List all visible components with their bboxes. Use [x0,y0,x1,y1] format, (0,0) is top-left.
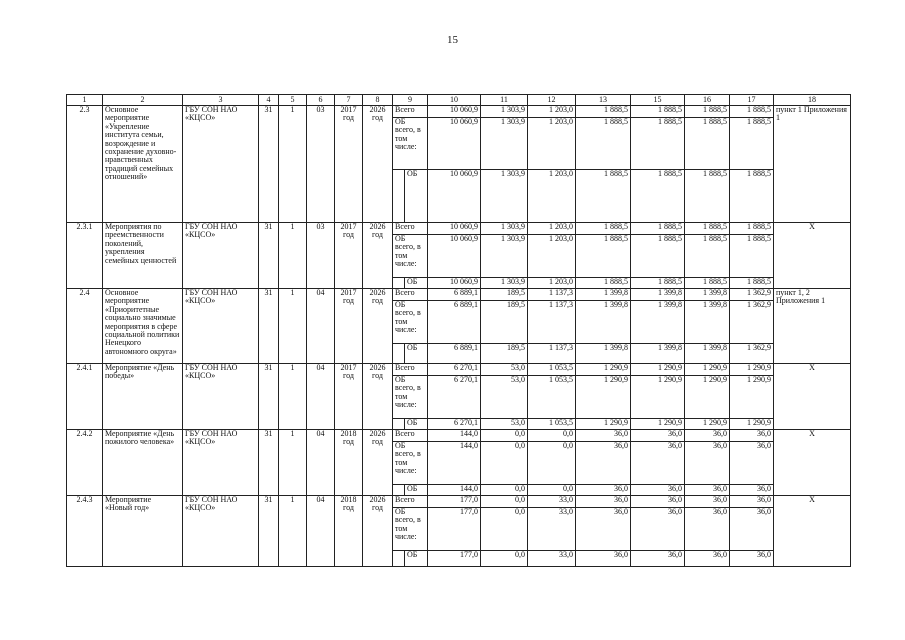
header-cell: 15 [631,95,685,106]
measure-name: Основное мероприятие «Укрепление института семьи, возрождение и сохранение духовно-нравственных традиций семейных отношений» [103,106,183,223]
value-cell: 1 888,5 [631,106,685,118]
value-cell: 10 060,9 [428,118,481,170]
value-cell: 189,5 [481,344,528,364]
measure-name: Мероприятие «День пожилого человека» [103,430,183,496]
code-col6: 04 [307,430,335,496]
value-cell: 6 270,1 [428,364,481,376]
value-cell: 36,0 [576,551,631,567]
funding-label: ОБ всего, в том числе: [393,301,428,344]
executor: ГБУ СОН НАО «КЦСО» [183,496,259,567]
value-cell: 1 303,9 [481,170,528,223]
header-cell: 8 [363,95,393,106]
code-col4: 31 [259,364,279,430]
value-cell: 36,0 [730,508,774,551]
row-number: 2.4.2 [67,430,103,496]
note: пункт 1, 2 Приложения 1 [774,289,851,364]
value-cell: 6 889,1 [428,289,481,301]
value-cell: 144,0 [428,442,481,485]
value-cell: 1 888,5 [685,106,730,118]
header-cell: 13 [576,95,631,106]
funding-label: Всего [393,430,428,442]
value-cell: 189,5 [481,289,528,301]
value-cell: 1 137,3 [528,289,576,301]
value-cell: 1 362,9 [730,344,774,364]
funding-label: ОБ всего, в том числе: [393,118,428,170]
funding-label: Всего [393,223,428,235]
value-cell: 1 290,9 [576,419,631,430]
header-cell: 10 [428,95,481,106]
header-cell: 4 [259,95,279,106]
value-cell: 36,0 [631,508,685,551]
value-cell: 1 399,8 [576,344,631,364]
row-number: 2.4.1 [67,364,103,430]
value-cell: 1 888,5 [685,170,730,223]
end-year: 2026 год [363,223,393,289]
code-col5: 1 [279,496,307,567]
value-cell: 0,0 [528,485,576,496]
value-cell: 1 888,5 [730,118,774,170]
table-row [67,289,851,301]
value-cell: 0,0 [481,430,528,442]
code-col6: 04 [307,364,335,430]
funding-spacer [393,419,405,430]
funding-spacer [393,344,405,364]
value-cell: 1 203,0 [528,118,576,170]
value-cell: 1 399,8 [576,289,631,301]
header-cell: 11 [481,95,528,106]
value-cell: 36,0 [730,430,774,442]
value-cell: 1 290,9 [730,364,774,376]
value-cell: 144,0 [428,430,481,442]
end-year: 2026 год [363,106,393,223]
value-cell: 0,0 [481,442,528,485]
funding-spacer [393,485,405,496]
value-cell: 1 290,9 [576,364,631,376]
value-cell: 1 303,9 [481,106,528,118]
value-cell: 36,0 [685,430,730,442]
measure-name: Мероприятия по преемственности поколений, укрепления семейных ценностей [103,223,183,289]
value-cell: 36,0 [576,496,631,508]
funding-label: ОБ [405,485,428,496]
value-cell: 0,0 [528,442,576,485]
funding-label: ОБ всего, в том числе: [393,376,428,419]
value-cell: 1 888,5 [685,235,730,278]
value-cell: 1 203,0 [528,170,576,223]
code-col6: 04 [307,496,335,567]
value-cell: 6 889,1 [428,344,481,364]
value-cell: 1 888,5 [576,170,631,223]
value-cell: 36,0 [730,551,774,567]
executor: ГБУ СОН НАО «КЦСО» [183,430,259,496]
table-row [67,106,851,118]
value-cell: 1 399,8 [685,301,730,344]
value-cell: 36,0 [685,551,730,567]
value-cell: 1 888,5 [576,223,631,235]
end-year: 2026 год [363,364,393,430]
value-cell: 0,0 [481,496,528,508]
value-cell: 1 399,8 [631,301,685,344]
code-col5: 1 [279,289,307,364]
funding-spacer [393,278,405,289]
value-cell: 1 888,5 [730,106,774,118]
header-cell: 17 [730,95,774,106]
value-cell: 189,5 [481,301,528,344]
page-number: 15 [447,34,458,46]
budget-table [66,94,851,567]
value-cell: 36,0 [631,485,685,496]
value-cell: 177,0 [428,496,481,508]
value-cell: 36,0 [730,442,774,485]
note: Х [774,430,851,496]
header-cell: 3 [183,95,259,106]
executor: ГБУ СОН НАО «КЦСО» [183,106,259,223]
value-cell: 36,0 [576,430,631,442]
funding-label: ОБ всего, в том числе: [393,442,428,485]
value-cell: 33,0 [528,551,576,567]
funding-label: Всего [393,106,428,118]
measure-name: Мероприятие «Новый год» [103,496,183,567]
code-col4: 31 [259,106,279,223]
value-cell: 10 060,9 [428,106,481,118]
funding-spacer [393,551,405,567]
value-cell: 36,0 [685,442,730,485]
value-cell: 36,0 [685,508,730,551]
value-cell: 36,0 [730,496,774,508]
funding-label: Всего [393,496,428,508]
value-cell: 177,0 [428,551,481,567]
value-cell: 1 888,5 [576,278,631,289]
end-year: 2026 год [363,430,393,496]
value-cell: 1 203,0 [528,278,576,289]
measure-name: Основное мероприятие «Приоритетные социально значимые мероприятия в сфере социальной политики Ненецкого автономного округа» [103,289,183,364]
funding-label: ОБ [405,344,428,364]
note: Х [774,223,851,289]
header-cell: 16 [685,95,730,106]
value-cell: 1 399,8 [576,301,631,344]
value-cell: 1 303,9 [481,278,528,289]
funding-label: ОБ [405,170,428,223]
value-cell: 6 270,1 [428,376,481,419]
value-cell: 36,0 [631,442,685,485]
value-cell: 10 060,9 [428,278,481,289]
funding-label: ОБ [405,419,428,430]
value-cell: 144,0 [428,485,481,496]
row-number: 2.4.3 [67,496,103,567]
value-cell: 1 290,9 [685,364,730,376]
table-row [67,364,851,376]
code-col5: 1 [279,106,307,223]
header-cell: 6 [307,95,335,106]
value-cell: 1 290,9 [730,376,774,419]
start-year: 2017 год [335,223,363,289]
code-col6: 03 [307,106,335,223]
start-year: 2017 год [335,289,363,364]
table-row [67,223,851,235]
code-col4: 31 [259,223,279,289]
value-cell: 10 060,9 [428,170,481,223]
value-cell: 1 399,8 [631,289,685,301]
funding-label: ОБ всего, в том числе: [393,235,428,278]
value-cell: 1 203,0 [528,235,576,278]
funding-label: ОБ всего, в том числе: [393,508,428,551]
value-cell: 177,0 [428,508,481,551]
value-cell: 1 303,9 [481,223,528,235]
value-cell: 1 888,5 [631,223,685,235]
value-cell: 1 290,9 [730,419,774,430]
value-cell: 1 888,5 [685,118,730,170]
value-cell: 1 399,8 [685,289,730,301]
start-year: 2017 год [335,106,363,223]
value-cell: 10 060,9 [428,235,481,278]
row-number: 2.3 [67,106,103,223]
value-cell: 1 053,5 [528,419,576,430]
header-cell: 9 [393,95,428,106]
end-year: 2026 год [363,496,393,567]
funding-spacer [393,170,405,223]
row-number: 2.3.1 [67,223,103,289]
value-cell: 36,0 [631,551,685,567]
value-cell: 36,0 [631,496,685,508]
row-number: 2.4 [67,289,103,364]
value-cell: 53,0 [481,376,528,419]
value-cell: 1 888,5 [576,106,631,118]
start-year: 2018 год [335,430,363,496]
measure-name: Мероприятие «День победы» [103,364,183,430]
code-col6: 04 [307,289,335,364]
value-cell: 1 888,5 [576,118,631,170]
value-cell: 6 270,1 [428,419,481,430]
value-cell: 1 888,5 [730,278,774,289]
value-cell: 1 290,9 [631,376,685,419]
value-cell: 1 137,3 [528,301,576,344]
value-cell: 1 303,9 [481,118,528,170]
note: пункт 1 Приложения 1 [774,106,851,223]
value-cell: 1 888,5 [730,170,774,223]
value-cell: 36,0 [730,485,774,496]
value-cell: 1 888,5 [631,170,685,223]
value-cell: 1 399,8 [685,344,730,364]
code-col4: 31 [259,430,279,496]
value-cell: 1 888,5 [576,235,631,278]
value-cell: 53,0 [481,364,528,376]
note: Х [774,496,851,567]
value-cell: 0,0 [481,485,528,496]
note: Х [774,364,851,430]
value-cell: 10 060,9 [428,223,481,235]
executor: ГБУ СОН НАО «КЦСО» [183,364,259,430]
value-cell: 53,0 [481,419,528,430]
executor: ГБУ СОН НАО «КЦСО» [183,289,259,364]
value-cell: 36,0 [685,485,730,496]
funding-label: ОБ [405,551,428,567]
value-cell: 0,0 [481,551,528,567]
value-cell: 1 888,5 [631,235,685,278]
funding-label: ОБ [405,278,428,289]
value-cell: 1 362,9 [730,289,774,301]
value-cell: 1 888,5 [730,235,774,278]
value-cell: 1 888,5 [631,278,685,289]
header-cell: 2 [103,95,183,106]
value-cell: 1 290,9 [576,376,631,419]
executor: ГБУ СОН НАО «КЦСО» [183,223,259,289]
value-cell: 1 888,5 [631,118,685,170]
code-col5: 1 [279,223,307,289]
funding-label: Всего [393,289,428,301]
start-year: 2017 год [335,364,363,430]
end-year: 2026 год [363,289,393,364]
code-col5: 1 [279,364,307,430]
value-cell: 36,0 [576,508,631,551]
value-cell: 1 053,5 [528,364,576,376]
header-cell: 18 [774,95,851,106]
value-cell: 1 203,0 [528,223,576,235]
value-cell: 1 290,9 [685,376,730,419]
value-cell: 36,0 [685,496,730,508]
header-cell: 1 [67,95,103,106]
table-row [67,430,851,442]
value-cell: 33,0 [528,508,576,551]
value-cell: 36,0 [631,430,685,442]
value-cell: 1 137,3 [528,344,576,364]
header-cell: 12 [528,95,576,106]
code-col5: 1 [279,430,307,496]
header-cell: 5 [279,95,307,106]
value-cell: 36,0 [576,485,631,496]
value-cell: 0,0 [528,430,576,442]
value-cell: 0,0 [481,508,528,551]
value-cell: 1 290,9 [631,419,685,430]
value-cell: 33,0 [528,496,576,508]
value-cell: 6 889,1 [428,301,481,344]
value-cell: 1 290,9 [631,364,685,376]
code-col4: 31 [259,289,279,364]
value-cell: 1 303,9 [481,235,528,278]
value-cell: 1 290,9 [685,419,730,430]
value-cell: 1 362,9 [730,301,774,344]
code-col4: 31 [259,496,279,567]
start-year: 2018 год [335,496,363,567]
value-cell: 1 888,5 [685,223,730,235]
value-cell: 1 888,5 [730,223,774,235]
code-col6: 03 [307,223,335,289]
table-row [67,496,851,508]
value-cell: 1 203,0 [528,106,576,118]
header-cell: 7 [335,95,363,106]
header-row [67,95,851,106]
value-cell: 1 053,5 [528,376,576,419]
value-cell: 36,0 [576,442,631,485]
funding-label: Всего [393,364,428,376]
value-cell: 1 888,5 [685,278,730,289]
value-cell: 1 399,8 [631,344,685,364]
